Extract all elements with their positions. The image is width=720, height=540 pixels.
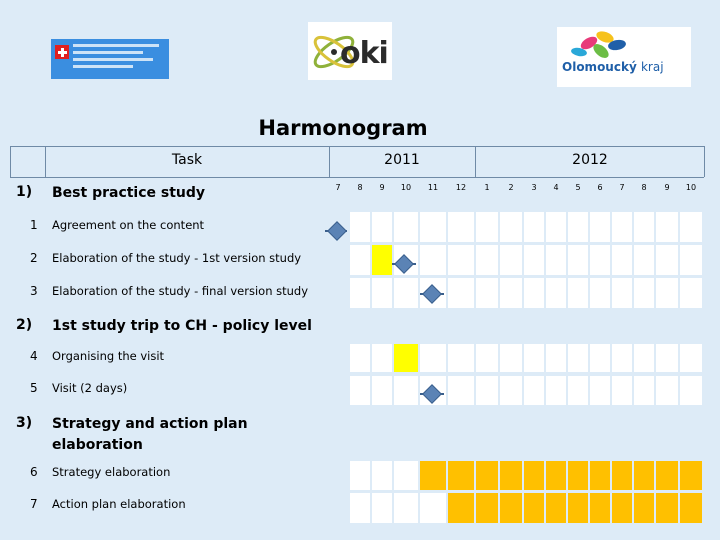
gantt-cell bbox=[448, 245, 474, 275]
gantt-cell bbox=[680, 344, 702, 372]
section-3-title: Strategy and action plan elaboration bbox=[52, 416, 248, 453]
gantt-cell bbox=[448, 376, 474, 405]
swiss-flag-icon bbox=[55, 45, 69, 59]
task-3-label: Elaboration of the study - final version study bbox=[52, 284, 309, 298]
gantt-cell bbox=[546, 461, 566, 490]
page-title: Harmonogram bbox=[258, 116, 428, 140]
task-3-number: 3 bbox=[30, 284, 38, 298]
gantt-cell bbox=[420, 344, 446, 372]
gantt-cell bbox=[524, 212, 544, 242]
gantt-cell bbox=[590, 245, 610, 275]
gantt-cell bbox=[476, 344, 498, 372]
gantt-cell bbox=[448, 461, 474, 490]
gantt-cell bbox=[546, 245, 566, 275]
gantt-cell bbox=[394, 493, 418, 523]
oki-logo bbox=[308, 22, 392, 80]
gantt-cell bbox=[372, 461, 392, 490]
gantt-cell bbox=[350, 493, 370, 523]
gantt-cell bbox=[500, 461, 522, 490]
gantt-cell bbox=[350, 245, 370, 275]
olomoucky-kraj-logo bbox=[557, 27, 691, 87]
grid-line bbox=[10, 146, 704, 147]
gantt-cell bbox=[372, 245, 392, 275]
gantt-cell bbox=[546, 278, 566, 308]
gantt-cell bbox=[476, 493, 498, 523]
month-label: 4 bbox=[553, 183, 559, 192]
gantt-cell bbox=[500, 245, 522, 275]
grid-line bbox=[329, 146, 330, 177]
gantt-cell bbox=[448, 344, 474, 372]
gantt-cell bbox=[420, 212, 446, 242]
task-1-number: 1 bbox=[30, 218, 38, 232]
gantt-cell bbox=[680, 278, 702, 308]
gantt-cell bbox=[590, 493, 610, 523]
gantt-cell bbox=[394, 278, 418, 308]
task-header: Task bbox=[171, 152, 203, 168]
olomoucky-kraj-logo-text: Olomoucký kraj bbox=[562, 60, 664, 74]
grid-line bbox=[45, 146, 46, 177]
gantt-cell bbox=[476, 212, 498, 242]
gantt-cell bbox=[448, 278, 474, 308]
gantt-cell bbox=[612, 212, 632, 242]
month-label: 12 bbox=[455, 183, 467, 192]
gantt-cell bbox=[546, 376, 566, 405]
gantt-cell bbox=[350, 461, 370, 490]
gantt-cell bbox=[524, 493, 544, 523]
task-7-label: Action plan elaboration bbox=[52, 497, 186, 511]
gantt-cell bbox=[680, 461, 702, 490]
gantt-cell bbox=[524, 278, 544, 308]
month-label: 6 bbox=[597, 183, 603, 192]
task-6-label: Strategy elaboration bbox=[52, 465, 171, 479]
month-label: 7 bbox=[335, 183, 341, 192]
gantt-cell bbox=[500, 344, 522, 372]
grid-line bbox=[475, 146, 476, 177]
month-label: 5 bbox=[575, 183, 581, 192]
month-label: 9 bbox=[379, 183, 385, 192]
gantt-cell bbox=[546, 212, 566, 242]
gantt-cell bbox=[500, 376, 522, 405]
task-4-label: Organising the visit bbox=[52, 349, 165, 363]
gantt-cell bbox=[524, 245, 544, 275]
gantt-cell bbox=[612, 278, 632, 308]
gantt-cell bbox=[372, 278, 392, 308]
section-3-number: 3) bbox=[16, 415, 33, 431]
month-label: 8 bbox=[641, 183, 647, 192]
gantt-cell bbox=[372, 493, 392, 523]
gantt-cell bbox=[394, 344, 418, 372]
gantt-cell bbox=[546, 344, 566, 372]
gantt-cell bbox=[476, 461, 498, 490]
gantt-cell bbox=[590, 376, 610, 405]
swiss-logo-text-lines bbox=[73, 44, 159, 72]
gantt-cell bbox=[568, 245, 588, 275]
gantt-cell bbox=[656, 493, 678, 523]
task-1-label: Agreement on the content bbox=[52, 218, 205, 232]
month-label: 10 bbox=[685, 183, 697, 192]
month-label: 7 bbox=[619, 183, 625, 192]
grid-line bbox=[704, 146, 705, 177]
gantt-cell bbox=[656, 376, 678, 405]
task-5-label: Visit (2 days) bbox=[52, 381, 128, 395]
gantt-cell bbox=[372, 376, 392, 405]
gantt-cell bbox=[350, 212, 370, 242]
gantt-cell bbox=[476, 245, 498, 275]
gantt-cell bbox=[476, 278, 498, 308]
gantt-cell bbox=[612, 344, 632, 372]
gantt-cell bbox=[524, 344, 544, 372]
section-2-title: 1st study trip to CH - policy level bbox=[52, 318, 312, 334]
gantt-cell bbox=[656, 344, 678, 372]
gantt-cell bbox=[568, 376, 588, 405]
gantt-cell bbox=[612, 376, 632, 405]
section-1-number: 1) bbox=[16, 184, 33, 200]
month-label: 10 bbox=[400, 183, 412, 192]
gantt-cell bbox=[612, 245, 632, 275]
grid-line bbox=[10, 177, 704, 178]
gantt-cell bbox=[634, 344, 654, 372]
gantt-cell bbox=[680, 493, 702, 523]
gantt-cell bbox=[420, 245, 446, 275]
gantt-cell bbox=[656, 245, 678, 275]
gantt-cell bbox=[476, 376, 498, 405]
gantt-cell bbox=[656, 278, 678, 308]
gantt-cell bbox=[680, 245, 702, 275]
month-label: 9 bbox=[664, 183, 670, 192]
gantt-cell bbox=[568, 278, 588, 308]
gantt-cell bbox=[500, 493, 522, 523]
month-label: 8 bbox=[357, 183, 363, 192]
gantt-cell bbox=[656, 461, 678, 490]
gantt-cell bbox=[612, 493, 632, 523]
task-4-number: 4 bbox=[30, 349, 38, 363]
gantt-cell bbox=[350, 278, 370, 308]
gantt-cell bbox=[500, 278, 522, 308]
olomoucky-flower-icon bbox=[557, 27, 691, 59]
milestone-task-1-icon bbox=[327, 221, 347, 241]
gantt-cell bbox=[634, 376, 654, 405]
gantt-cell bbox=[590, 461, 610, 490]
gantt-cell bbox=[634, 493, 654, 523]
gantt-cell bbox=[420, 493, 446, 523]
task-5-number: 5 bbox=[30, 381, 38, 395]
month-label: 3 bbox=[531, 183, 537, 192]
task-2-number: 2 bbox=[30, 251, 38, 265]
month-label: 1 bbox=[484, 183, 490, 192]
gantt-cell bbox=[612, 461, 632, 490]
gantt-cell bbox=[394, 461, 418, 490]
gantt-cell bbox=[634, 461, 654, 490]
gantt-cell bbox=[420, 461, 446, 490]
gantt-cell bbox=[568, 212, 588, 242]
gantt-cell bbox=[394, 212, 418, 242]
gantt-cell bbox=[590, 278, 610, 308]
year-2012-header: 2012 bbox=[572, 152, 608, 168]
oki-logo-text: oki bbox=[340, 36, 388, 71]
gantt-cell bbox=[372, 212, 392, 242]
gantt-cell bbox=[590, 344, 610, 372]
gantt-cell bbox=[500, 212, 522, 242]
gantt-cell bbox=[524, 376, 544, 405]
logo-row bbox=[0, 0, 720, 110]
gantt-cell bbox=[634, 212, 654, 242]
task-6-number: 6 bbox=[30, 465, 38, 479]
gantt-cell bbox=[448, 493, 474, 523]
grid-line bbox=[10, 146, 11, 177]
gantt-cell bbox=[350, 344, 370, 372]
gantt-cell bbox=[656, 212, 678, 242]
gantt-cell bbox=[394, 376, 418, 405]
gantt-cell bbox=[634, 278, 654, 308]
section-2-number: 2) bbox=[16, 317, 33, 333]
section-1-title: Best practice study bbox=[52, 185, 206, 201]
month-label: 11 bbox=[427, 183, 439, 192]
month-label: 2 bbox=[508, 183, 514, 192]
gantt-cell bbox=[680, 376, 702, 405]
gantt-cell bbox=[372, 344, 392, 372]
task-7-number: 7 bbox=[30, 497, 38, 511]
gantt-cell bbox=[568, 493, 588, 523]
year-2011-header: 2011 bbox=[384, 152, 420, 168]
task-2-label: Elaboration of the study - 1st version study bbox=[52, 251, 302, 265]
gantt-cell bbox=[634, 245, 654, 275]
swiss-confederation-logo bbox=[51, 39, 169, 79]
gantt-cell bbox=[590, 212, 610, 242]
gantt-cell bbox=[546, 493, 566, 523]
gantt-cell bbox=[568, 344, 588, 372]
gantt-cell bbox=[680, 212, 702, 242]
gantt-cell bbox=[448, 212, 474, 242]
gantt-cell bbox=[350, 376, 370, 405]
gantt-cell bbox=[568, 461, 588, 490]
gantt-cell bbox=[524, 461, 544, 490]
